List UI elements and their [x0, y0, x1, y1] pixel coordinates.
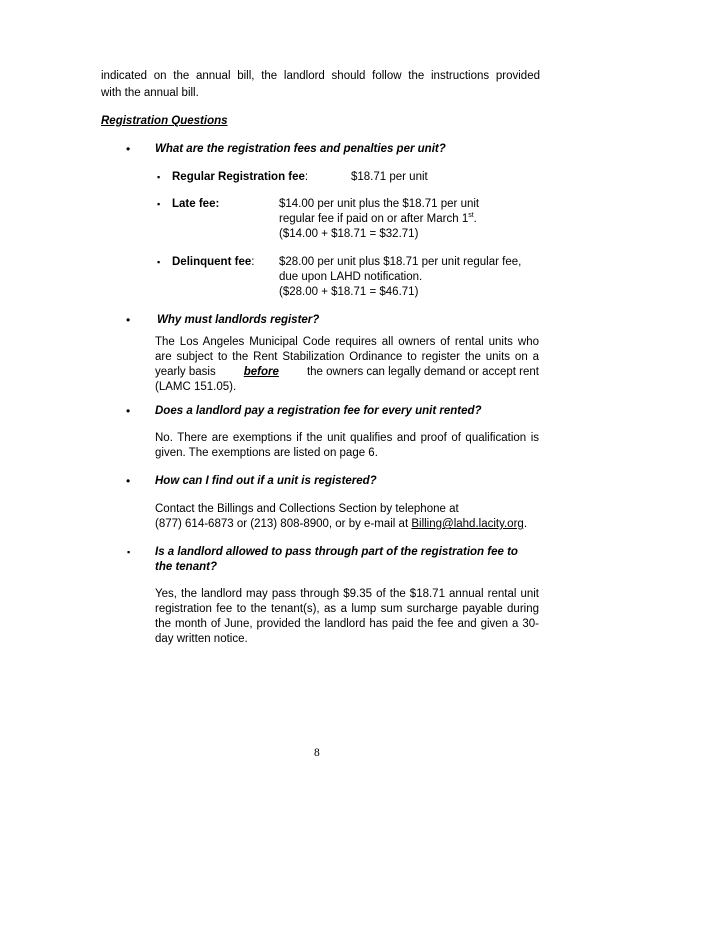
- why-register-line-1: The Los Angeles Municipal Code requires all owners of rental units who: [155, 336, 539, 348]
- fee-regular-value: $18.71 per unit: [351, 171, 428, 183]
- pass-through-line-2: registration fee to the tenant(s), as a lump sum surcharge payable during: [155, 603, 539, 615]
- pass-through-line-4: day written notice.: [155, 633, 248, 645]
- find-registered-line-1: Contact the Billings and Collections Section by telephone at: [155, 503, 459, 515]
- question-why-register: Why must landlords register?: [157, 314, 320, 326]
- fee-delinquent-line-3: ($28.00 + $18.71 = $46.71): [279, 286, 419, 298]
- bullet-square-icon: ▪: [127, 547, 131, 557]
- question-find-registered: How can I find out if a unit is registered?: [155, 475, 377, 487]
- fee-late-line-1: $14.00 per unit plus the $18.71 per unit: [279, 198, 480, 210]
- intro-line-1: indicated on the annual bill, the landlord should follow the instructions provided: [101, 70, 540, 82]
- bullet-square-icon: ▪: [157, 199, 161, 209]
- bullet-dot-icon: •: [126, 313, 131, 327]
- question-pass-through-line-2: the tenant?: [155, 561, 217, 573]
- fee-delinquent-line-2: due upon LAHD notification.: [279, 271, 423, 283]
- pass-through-line-3: the month of June, provided the landlord has paid the fee and given a 30-: [155, 618, 539, 630]
- fee-late-line-3: ($14.00 + $18.71 = $32.71): [279, 228, 419, 240]
- why-register-line-4: (LAMC 151.05).: [155, 381, 237, 393]
- question-pass-through-line-1: Is a landlord allowed to pass through part of the registration fee to: [155, 546, 518, 558]
- bullet-square-icon: ▪: [157, 172, 161, 182]
- why-register-line-2: are subject to the Rent Stabilization Ordinance to register the units on a: [155, 351, 539, 363]
- fee-late-label: Late fee:: [172, 198, 220, 210]
- fee-regular-label: Regular Registration fee:: [172, 171, 309, 183]
- pass-through-line-1: Yes, the landlord may pass through $9.35 of the $18.71 annual rental unit: [155, 588, 539, 600]
- question-fee-every-unit: Does a landlord pay a registration fee for every unit rented?: [155, 405, 482, 417]
- question-fees: What are the registration fees and penalties per unit?: [155, 143, 446, 155]
- page-number: 8: [314, 747, 320, 759]
- bullet-square-icon: ▪: [157, 257, 161, 267]
- fee-delinquent-label: Delinquent fee:: [172, 256, 255, 268]
- intro-line-2: with the annual bill.: [101, 87, 199, 99]
- bullet-dot-icon: •: [126, 474, 131, 488]
- fee-delinquent-line-1: $28.00 per unit plus $18.71 per unit regular fee,: [279, 256, 522, 268]
- why-register-line-3: yearly basis before the owners can legally demand or accept rent: [155, 366, 539, 378]
- bullet-dot-icon: •: [126, 404, 131, 418]
- fee-every-unit-line-2: given. The exemptions are listed on page 6.: [155, 447, 378, 459]
- section-heading: Registration Questions: [101, 115, 228, 127]
- bullet-dot-icon: •: [126, 142, 131, 156]
- fee-every-unit-line-1: No. There are exemptions if the unit qualifies and proof of qualification is: [155, 432, 539, 444]
- find-registered-line-2: (877) 614-6873 or (213) 808-8900, or by e-mail at Billing@lahd.lacity.org.: [155, 518, 528, 530]
- email-link[interactable]: Billing@lahd.lacity.org: [411, 518, 524, 530]
- fee-late-line-2: regular fee if paid on or after March 1st.: [279, 212, 477, 225]
